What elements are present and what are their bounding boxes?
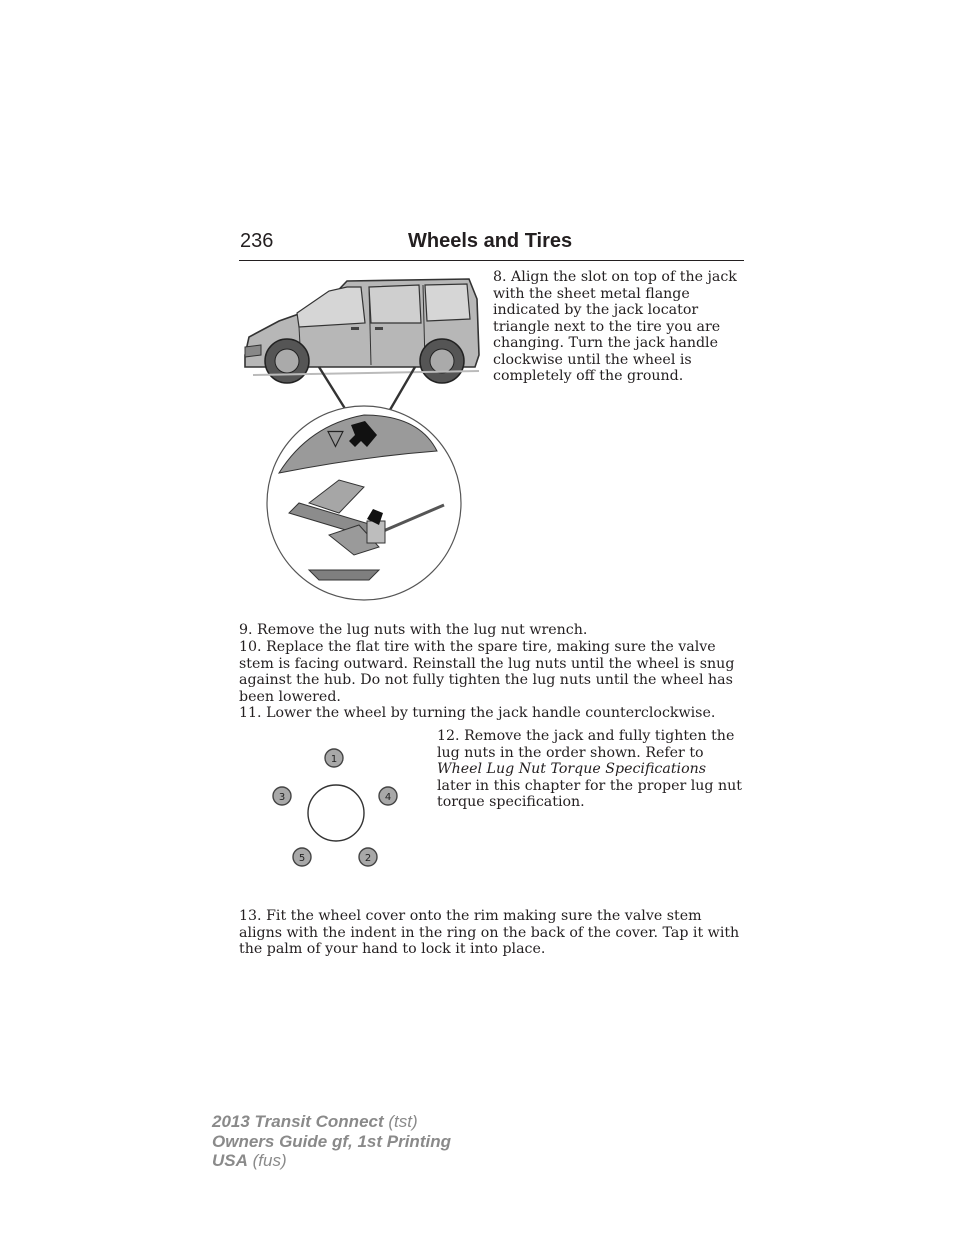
svg-text:1: 1 [330, 754, 338, 765]
footer-line-1: 2013 Transit Connect (tst) [212, 1112, 418, 1131]
svg-text:2: 2 [364, 853, 372, 864]
svg-text:3: 3 [278, 792, 286, 803]
torque-spec-reference: Wheel Lug Nut Torque Specifications [437, 761, 707, 777]
section-title: Wheels and Tires [408, 230, 573, 252]
step-12-suffix: later in this chapter for the proper lug nut torque specification. [437, 777, 742, 810]
lug-nut-5 [293, 848, 311, 866]
jack-detail-inset [267, 406, 461, 600]
wheel-hub-circle [308, 785, 364, 841]
lug-nut-4 [379, 787, 397, 805]
step-11-text: 11. Lower the wheel by turning the jack handle counterclockwise. [239, 705, 716, 721]
step-8-text: 8. Align the slot on top of the jack with the sheet metal flange indicated by the jack locator triangle next to the tire you are changing. Turn the jack handle clockwise until the wheel is completely off the ground. [493, 269, 737, 384]
jack-placement-illustration [239, 275, 484, 605]
van-illustration [245, 279, 479, 383]
page-number: 236 [240, 230, 274, 252]
lug-nut-order-diagram [262, 740, 412, 875]
svg-text:5: 5 [298, 853, 306, 864]
lug-nut-2 [359, 848, 377, 866]
document-footer [212, 1112, 451, 1171]
step-13-text: 13. Fit the wheel cover onto the rim making sure the valve stem aligns with the indent in the ring on the back of the cover. Tap it with the palm of your hand to lock it into place. [239, 908, 740, 957]
lug-nut-3 [273, 787, 291, 805]
jack-locator-triangle-icon: ▽ [327, 426, 344, 451]
step-10-text: 10. Replace the flat tire with the spare tire, making sure the valve stem is facing outward. Reinstall the lug nuts until the wheel is snug against the hub. Do not fully tighten the lug nuts until the wheel has been lowered. [239, 639, 735, 705]
step-9-text: 9. Remove the lug nuts with the lug nut wrench. [239, 622, 588, 638]
step-12-prefix: 12. Remove the jack and fully tighten the lug nuts in the order shown. Refer to [437, 728, 735, 761]
footer-line-2: Owners Guide gf, 1st Printing [212, 1131, 451, 1151]
footer-line-3: USA (fus) [212, 1151, 287, 1170]
page-header [239, 230, 744, 261]
svg-text:4: 4 [384, 792, 392, 803]
step-12-text [437, 728, 744, 811]
lug-nut-1 [325, 749, 343, 767]
